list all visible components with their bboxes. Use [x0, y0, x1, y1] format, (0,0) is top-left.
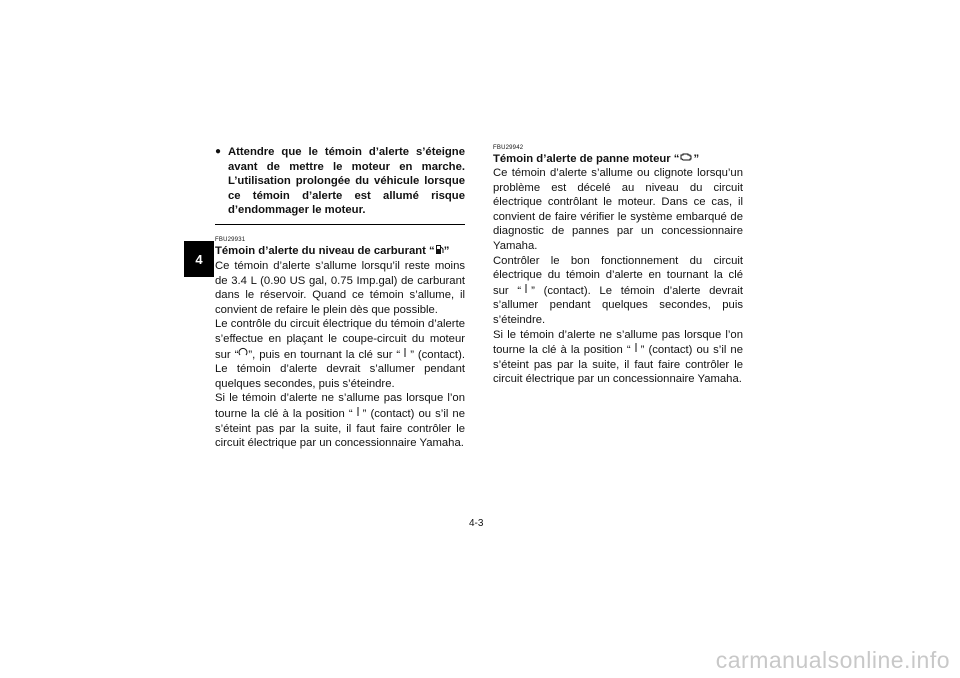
- engine-icon: [679, 152, 693, 166]
- text-span: ” (contact) ou s’il ne s’éteint pas par la suite, il faut faire contrôler le circuit électrique par un concessionnaire Yamaha.: [493, 343, 744, 386]
- section-code: FBU29931: [215, 236, 246, 243]
- page-number: 4-3: [469, 518, 484, 529]
- text-span: ” (contact). Le témoin d’alerte devrait s’allumer pendant quelques secondes, puis s’éteindre.: [215, 348, 465, 390]
- text-span: Le contrôle du circuit électrique du témoin d’alerte s’effectue en plaçant le coupe-circuit du moteur sur “: [215, 318, 465, 361]
- key-on-icon: [353, 406, 363, 422]
- section-title: [215, 244, 465, 259]
- paragraph: [493, 328, 743, 387]
- paragraph: Ce témoin d’alerte s’allume lorsqu’il reste moins de 3.4 L (0.90 US gal, 0.75 Imp.gal) de carburant dans le réservoir. Quand ce témoin s’allume, il convient de refaire le plein dès que possible.: [215, 259, 465, 316]
- paragraph: Ce témoin d’alerte s’allume ou clignote lorsqu’un problème est décelé au niveau du circuit électrique contrôlant le moteur. Dans ce cas, il convient de faire vérifier le système embarqué de diagnostic de pannes par un concessionnaire Yamaha.: [493, 167, 743, 252]
- chapter-tab: 4: [184, 241, 214, 277]
- text-span: Contrôler le bon fonctionnement du circuit électrique du témoin d’alerte en tournant la clé sur “: [493, 254, 743, 297]
- text-span: ” (contact) ou s’il ne s’éteint pas par la suite, il faut faire contrôler le circuit électrique par un concessionnaire Yamaha.: [215, 407, 466, 450]
- text-span: ”, puis en tournant la clé sur “: [248, 348, 401, 361]
- text-span: Si le témoin d’alerte ne s’allume pas lorsque l’on tourne la clé à la position “: [493, 328, 743, 356]
- section-title-suffix: ”: [443, 244, 450, 257]
- divider: [215, 224, 465, 225]
- section-code: FBU29942: [493, 145, 524, 151]
- fuel-pump-icon: [435, 244, 444, 259]
- bullet-icon: ●: [215, 146, 222, 157]
- warning-note: [215, 145, 465, 218]
- left-column: [215, 145, 465, 451]
- warning-text: Attendre que le témoin d’alerte s’éteigne avant de mettre le moteur en marche. L’utilisation prolongée du véhicule lorsque ce témoin d’alerte est allumé risque d’endommager le moteur.: [228, 146, 465, 217]
- section-title-prefix: Témoin d’alerte de panne moteur “: [493, 152, 680, 165]
- right-column: [493, 145, 743, 387]
- paragraph: [215, 391, 465, 450]
- section-title-suffix: ”: [693, 152, 700, 165]
- run-switch-icon: [238, 347, 248, 362]
- text-span: ” (contact). Le témoin d’alerte devrait s’allumer pendant quelques secondes, puis s’éteindre.: [493, 284, 743, 326]
- section-title: [493, 152, 743, 166]
- paragraph: [493, 254, 743, 328]
- section-title-prefix: Témoin d’alerte du niveau de carburant “: [215, 244, 435, 257]
- key-on-icon: [521, 283, 531, 299]
- text-span: Si le témoin d’alerte ne s’allume pas lorsque l’on tourne la clé à la position “: [215, 392, 465, 420]
- key-on-icon: [631, 342, 641, 358]
- key-on-icon: [400, 347, 410, 363]
- watermark: carmanualsonline.info: [715, 647, 950, 673]
- paragraph: [215, 317, 465, 391]
